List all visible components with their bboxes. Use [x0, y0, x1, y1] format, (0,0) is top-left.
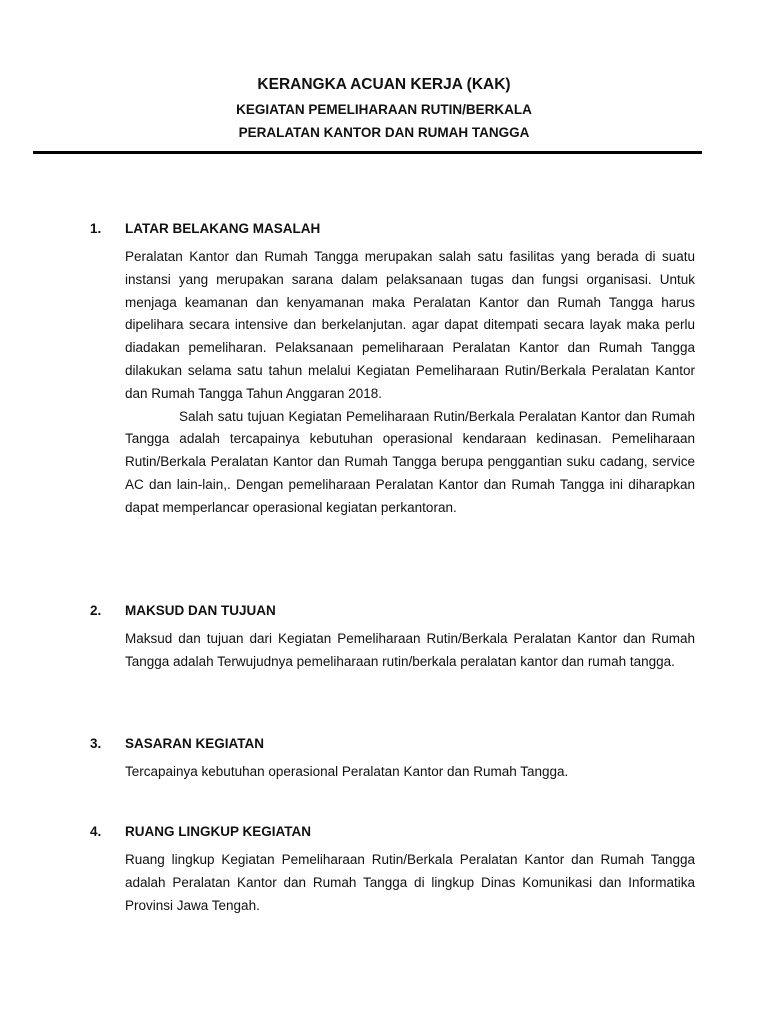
document-title: KERANGKA ACUAN KERJA (KAK) — [257, 76, 511, 93]
section-heading — [0, 736, 768, 756]
section-background — [0, 221, 768, 520]
section-title: MAKSUD DAN TUJUAN — [125, 603, 276, 618]
section-number: 4. — [90, 824, 102, 839]
section-paragraph: Ruang lingkup Kegiatan Pemeliharaan Rutin/Berkala Peralatan Kantor dan Rumah Tangga adalah Peralatan Kantor dan Rumah Tangga di lingkup Dinas Komunikasi dan Informatika Provinsi Jawa Tengah. — [125, 852, 695, 913]
section-heading — [0, 824, 768, 844]
document-subtitle-activity: KEGIATAN PEMELIHARAAN RUTIN/BERKALA — [236, 102, 532, 117]
section-title: LATAR BELAKANG MASALAH — [125, 221, 321, 236]
section-title: SASARAN KEGIATAN — [125, 736, 265, 751]
section-number: 2. — [90, 603, 102, 618]
section-heading — [0, 603, 768, 623]
section-paragraph: Tercapainya kebutuhan operasional Peralatan Kantor dan Rumah Tangga. — [125, 764, 569, 779]
header-divider — [33, 151, 702, 154]
section-number: 1. — [90, 221, 102, 236]
section-paragraph: Salah satu tujuan Kegiatan Pemeliharaan Rutin/Berkala Peralatan Kantor dan Rumah Tangga adalah tercapainya kebutuhan operasional kendaraan kedinasan. Pemeliharaan Rutin/Berkala Peralatan Kantor dan Rumah Tangga berupa penggantian suku cadang, service AC dan lain-lain,. Dengan pemeliharaan Peralatan Kantor dan Rumah Tangga ini diharapkan dapat memperlancar operasional kegiatan perkantoran. — [125, 408, 695, 515]
section-scope — [0, 824, 768, 917]
section-targets — [0, 736, 768, 784]
section-title: RUANG LINGKUP KEGIATAN — [125, 824, 312, 839]
section-number: 3. — [90, 736, 102, 751]
section-paragraph: Maksud dan tujuan dari Kegiatan Pemeliharaan Rutin/Berkala Peralatan Kantor dan Rumah Tangga adalah Terwujudnya pemeliharaan rutin/berkala peralatan kantor dan rumah tangga. — [125, 631, 695, 669]
document-subtitle-equipment: PERALATAN KANTOR DAN RUMAH TANGGA — [238, 125, 530, 140]
section-heading — [0, 221, 768, 241]
section-paragraph: Peralatan Kantor dan Rumah Tangga merupakan salah satu fasilitas yang berada di suatu instansi yang merupakan sarana dalam pelaksanaan tugas dan fungsi organisasi. Untuk menjaga keamanan dan kenyamanan maka Peralatan Kantor dan Rumah Tangga harus dipelihara secara intensive dan berkelanjutan. agar dapat ditempati secara layak maka perlu diadakan pemeliharan. Pelaksanaan pemeliharaan Peralatan Kantor dan Rumah Tangga dilakukan selama satu tahun melalui Kegiatan Pemeliharaan Rutin/Berkala Peralatan Kantor dan Rumah Tangga Tahun Anggaran 2018. — [125, 249, 695, 401]
section-purpose — [0, 603, 768, 674]
